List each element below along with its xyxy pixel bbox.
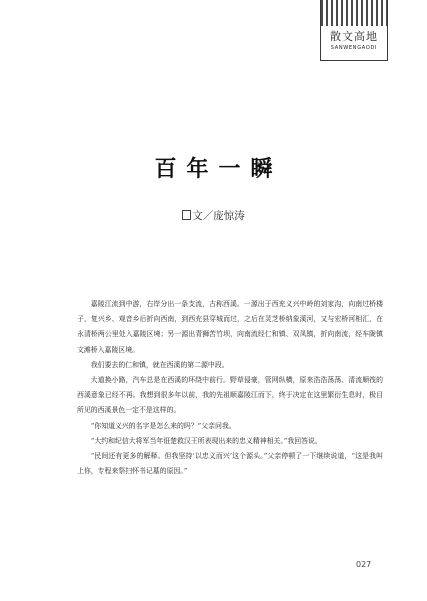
article-body: [77, 297, 383, 479]
paragraph: “大约和纪信大将军当年诳楚救汉王所表现出来的忠义精神相关。”我回答说。: [90, 436, 322, 445]
section-title-pinyin: SANWENGAODI: [330, 45, 378, 51]
paragraph: “你知道义兴的名字是怎么来的吗？”父亲问我。: [90, 421, 236, 430]
article-title: 百年一瞬: [154, 156, 283, 182]
byline: [0, 208, 427, 223]
paragraph: 我们要去的仁和镇，就在西溪的第二源中段。: [90, 360, 229, 369]
section-tab: [320, 0, 388, 61]
paragraph: 嘉陵江流到中游，右岸分出一条支流，古称西溪。一源出于西充义兴中岭的刘家沟，向南过桥楼子，复兴乡、观音乡后折向西南，到西充县穿城而过，之后在灵芝桥纳象溪河，又与宏桥河相汇，在永清桥两公里处入嘉陵区境；另一源出青狮苦竹坝，向南流经仁和镇、双凤镇，折向南流，经车陇镇文滩桥入嘉陵区境。: [77, 300, 383, 354]
paragraph: 大道换小路，汽车总是在西溪的环绕中前行。野草侵豪，管网纵横，原来浩浩荡荡、清流顺筏的西溪意象已经不再。我想到很多年以前，我的先祖顺嘉陵江而下，终于决定在这里繁衍生息时，极目所见的西溪景色一定不是这样的。: [77, 376, 383, 415]
square-box-icon: [182, 210, 191, 220]
paragraph: “民间还有更多的解释。但我坚持‘以忠义而兴’这个源头。”父亲停顿了一下继续说道，“这是我叫上你，专程来祭扫怀书记墓的原因。”: [77, 452, 383, 476]
section-title: 散文高地: [330, 30, 378, 43]
byline-text: 文／庞惊涛: [192, 210, 245, 222]
page-number: 027: [356, 560, 372, 569]
decorative-stripes: [321, 0, 387, 26]
